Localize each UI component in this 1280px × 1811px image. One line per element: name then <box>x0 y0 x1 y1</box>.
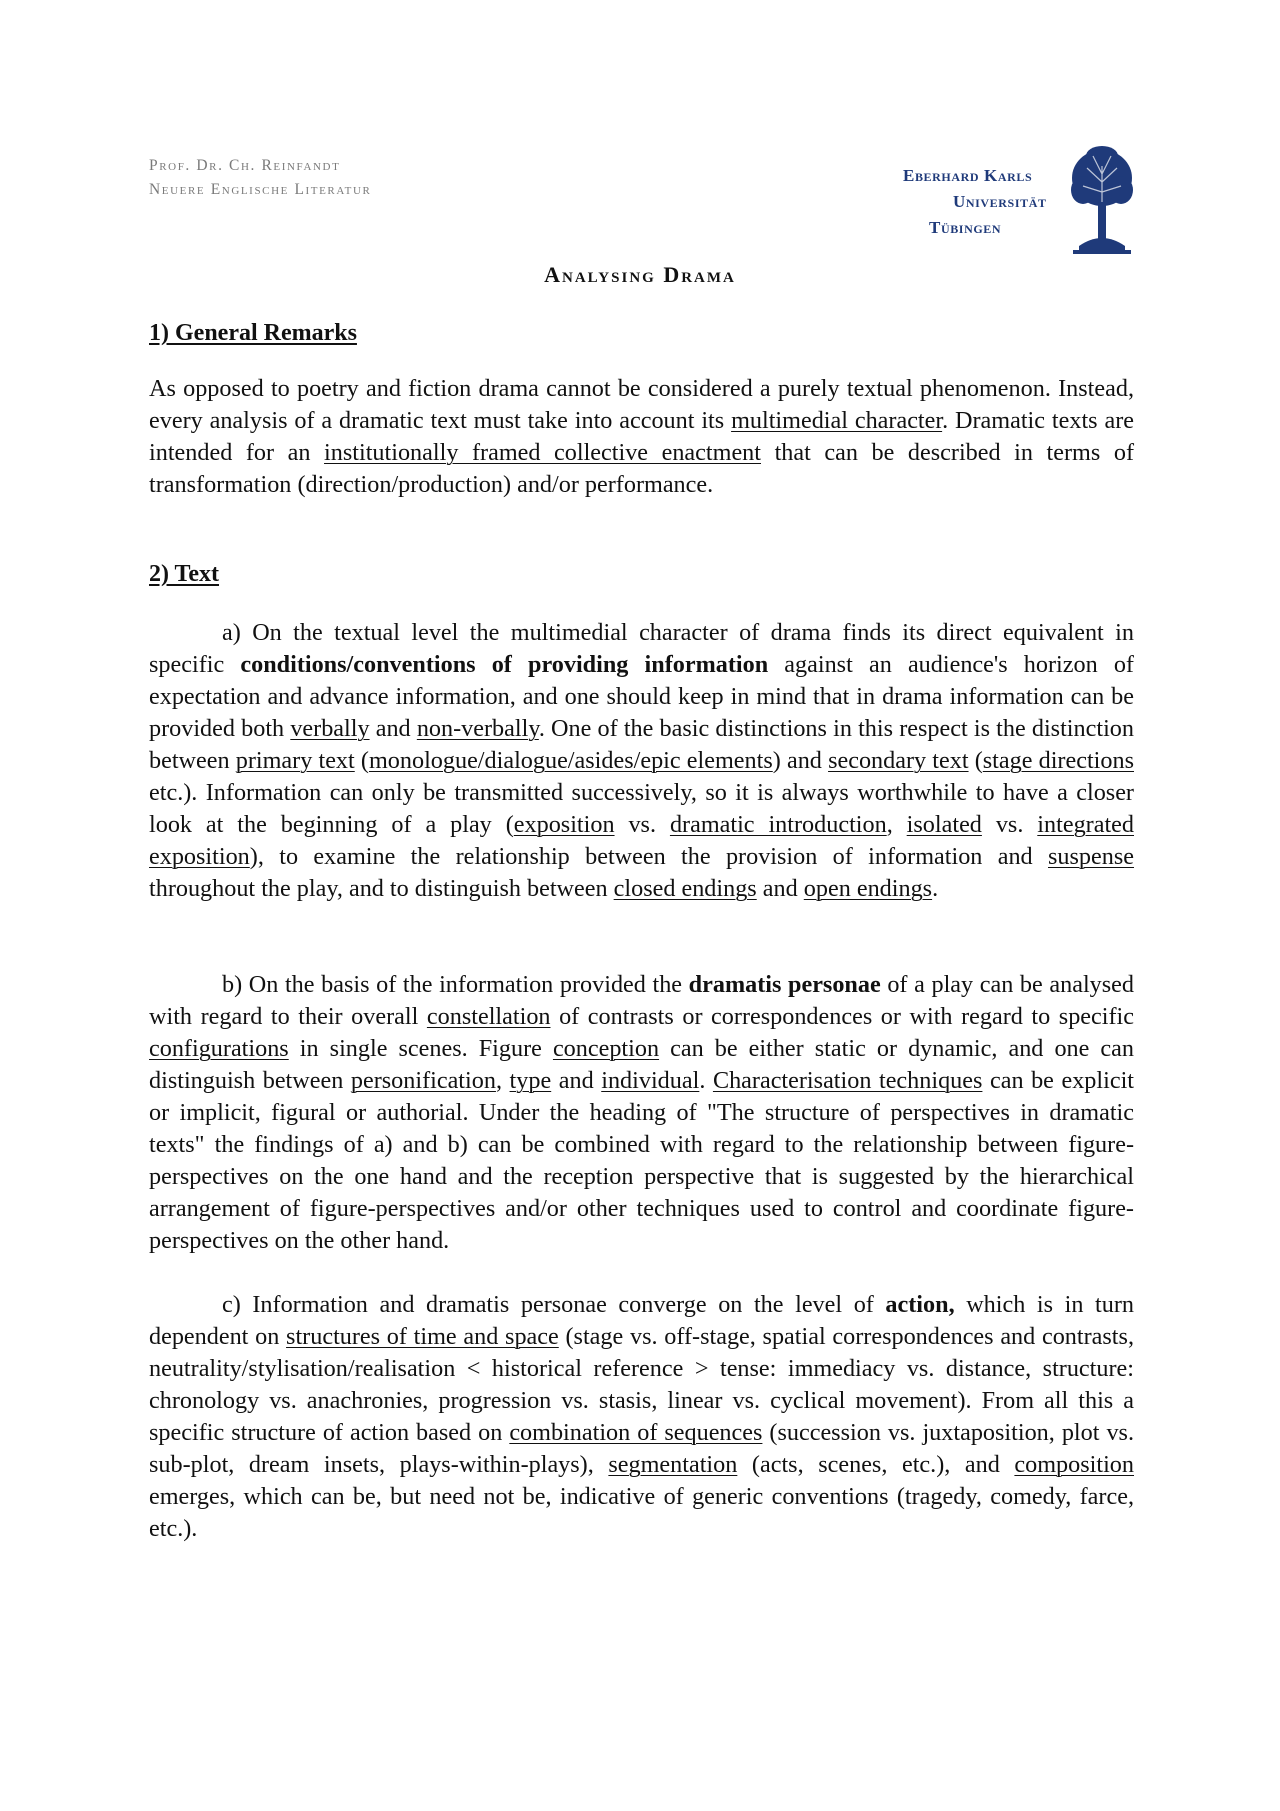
page-title: Analysing Drama <box>544 262 736 287</box>
paragraph-text-b: b) On the basis of the information provided the dramatis personae of a play can be analysed with regard to their overall constellation of contrasts or correspondences or with regard to specific configurations in single scenes. Figure conception can be either static or dynamic, and one can distinguish between personification, type and individual. Characterisation techniques can be explicit or implicit, figural or authorial. Under the heading of "The structure of perspectives in dramatic texts" the findings of a) and b) can be combined with regard to the relationship between figure-perspectives on the one hand and the reception perspective that is suggested by the hierarchical arrangement of figure-perspectives and/or other techniques used to control and coordinate figure-perspectives on the other hand. <box>149 971 1135 1254</box>
section-heading-text: 2) Text <box>149 561 220 587</box>
section-heading-general: 1) General Remarks <box>149 320 357 346</box>
department-name: Neuere Englische Literatur <box>149 181 372 198</box>
university-logo <box>903 146 1143 256</box>
author-name: Prof. Dr. Ch. Reinfandt <box>149 157 341 174</box>
paragraph-general: As opposed to poetry and fiction drama cannot be considered a purely textual phenomenon. Instead, every analysis of a dramatic text must take into account its multimedial character. Dramatic texts are intended for an institutionally framed collective enactment that can be described in terms of transformation (direction/production) and/or performance. <box>149 375 1135 498</box>
author-header <box>149 154 371 202</box>
logo-line-1: Eberhard Karls <box>903 166 1033 185</box>
tree-icon <box>1069 146 1135 254</box>
paragraph-text-c: c) Information and dramatis personae converge on the level of action, which is in turn dependent on structures of time and space (stage vs. off-stage, spatial correspondences and contrasts, neutrality/stylisation/realisation < historical reference > tense: immediacy vs. distance, structure: chronology vs. anachronies, progression vs. stasis, linear vs. cyclical movement). From all this a specific structure of action based on combination of sequences (succession vs. juxtaposition, plot vs. sub-plot, dream insets, plays-within-plays), segmentation (acts, scenes, etc.), and composition emerges, which can be, but need not be, indicative of generic conventions (tragedy, comedy, farce, etc.). <box>149 1291 1134 1542</box>
logo-line-3: Tübingen <box>929 218 1002 237</box>
logo-line-2: Universität <box>953 192 1047 211</box>
paragraph-text-a: a) On the textual level the multimedial character of drama finds its direct equivalent in specific conditions/conventions of providing information against an audience's horizon of expectation and advance information, and one should keep in mind that in drama information can be provided both verbally and non-verbally. One of the basic distinctions in this respect is the distinction between primary text (monologue/dialogue/asides/epic elements) and secondary text (stage directions etc.). Information can only be transmitted successively, so it is always worthwhile to have a closer look at the beginning of a play (exposition vs. dramatic introduction, isolated vs. integrated exposition), to examine the relationship between the provision of information and suspense throughout the play, and to distinguish between closed endings and open endings. <box>149 619 1134 902</box>
